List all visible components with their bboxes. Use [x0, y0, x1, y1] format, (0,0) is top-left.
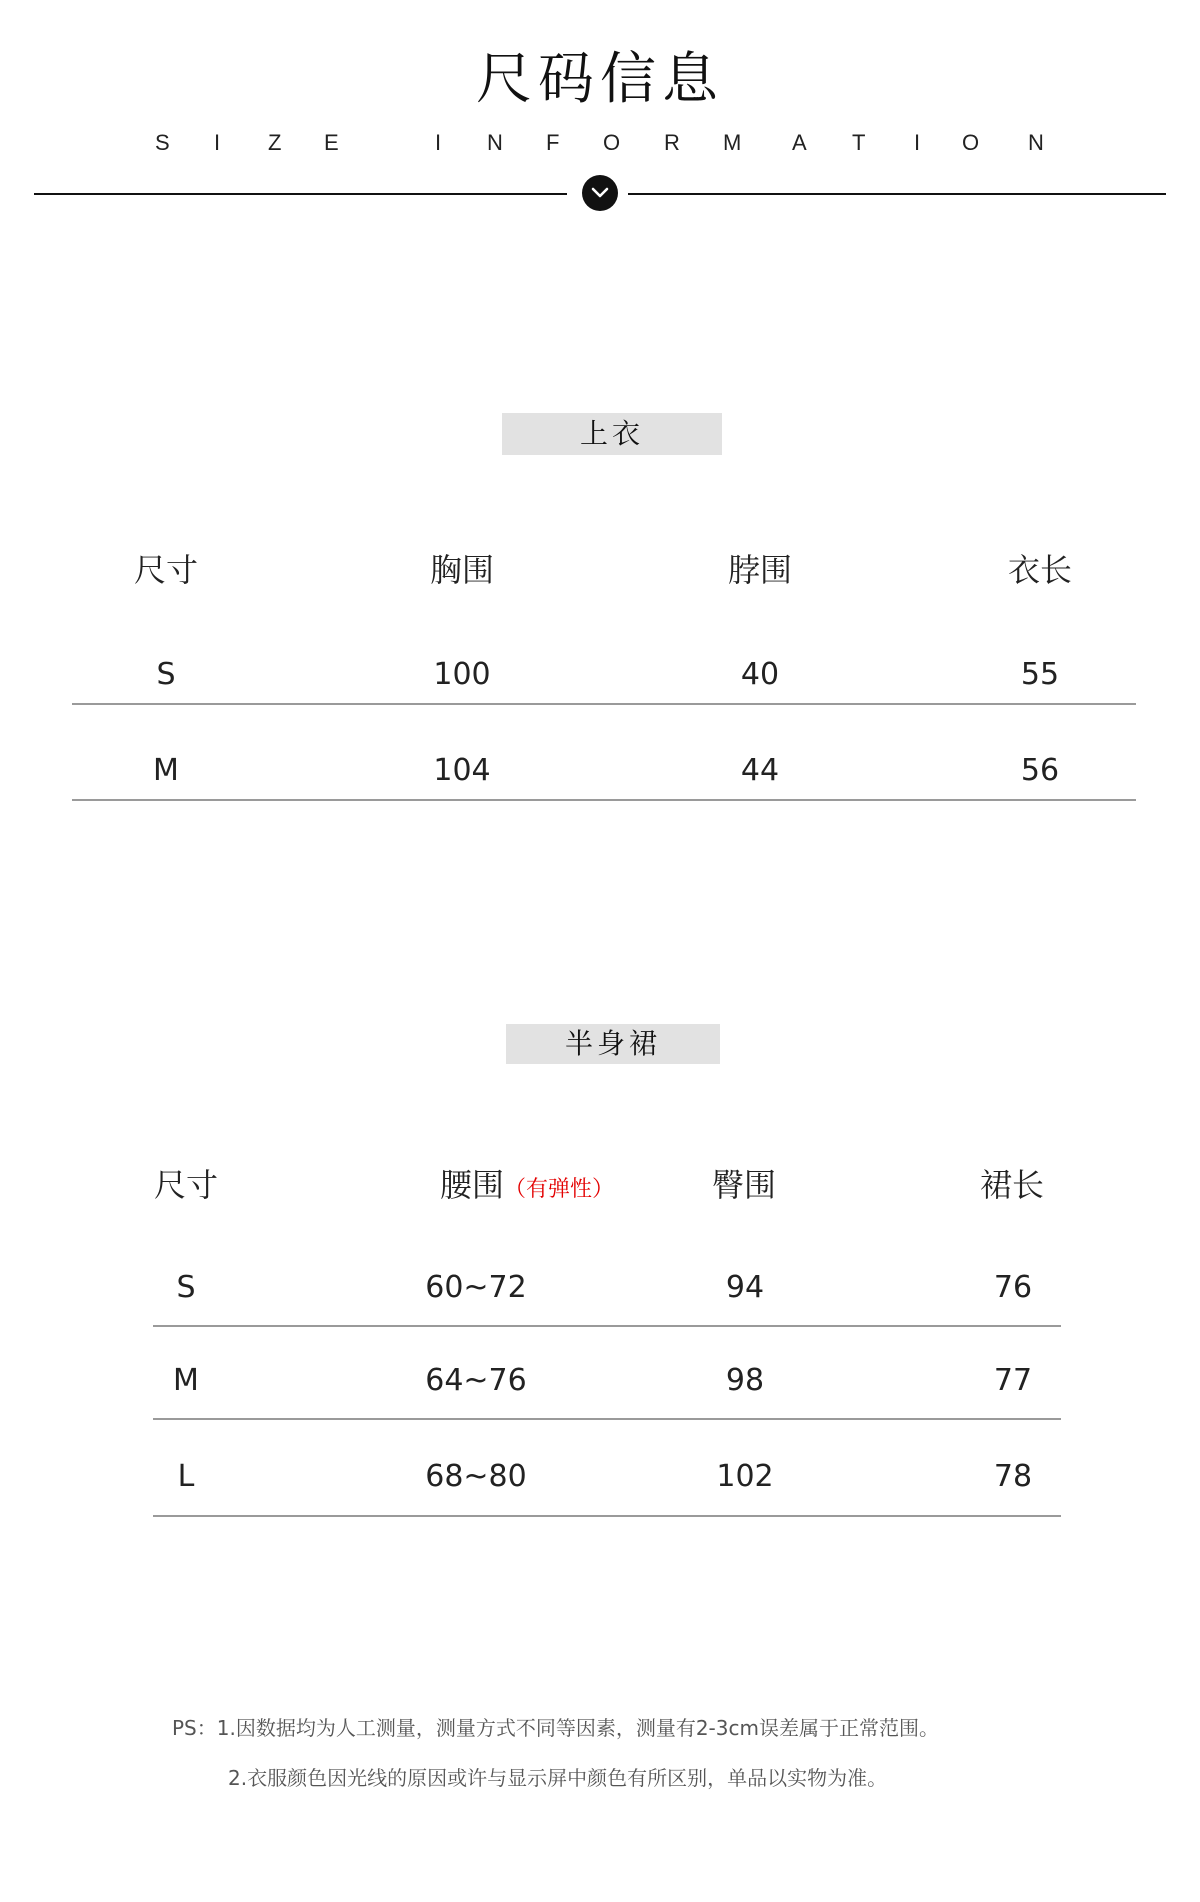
cell-neck: 40	[740, 657, 780, 692]
subtitle-letter: O	[962, 130, 980, 155]
cell-length: 55	[1020, 657, 1060, 692]
cell-length: 56	[1020, 753, 1060, 788]
cell-waist: 68~80	[425, 1459, 527, 1494]
subtitle-letter: E	[324, 130, 339, 155]
cell-skirt-length: 78	[993, 1459, 1033, 1494]
column-header-chest: 胸围	[429, 551, 494, 589]
column-header-length: 衣长	[1007, 551, 1072, 589]
cell-size: M	[173, 1363, 199, 1398]
subtitle-size-information	[0, 130, 1200, 154]
column-header-neck: 脖围	[727, 551, 792, 589]
cell-skirt-length: 77	[993, 1363, 1033, 1398]
row-divider	[153, 1515, 1061, 1517]
cell-hip: 102	[716, 1459, 774, 1494]
subtitle-letter: I	[435, 130, 442, 155]
row-divider	[72, 703, 1136, 705]
subtitle-letter: R	[664, 130, 680, 155]
chevron-down-circle-icon	[582, 175, 618, 211]
subtitle-letter: Z	[268, 130, 282, 155]
cell-size: M	[153, 753, 179, 788]
note-line-2: 2.衣服颜色因光线的原因或许与显示屏中颜色有所区别，单品以实物为准。	[228, 1766, 888, 1790]
cell-size: S	[156, 657, 176, 692]
cell-chest: 100	[433, 657, 491, 692]
row-divider	[72, 799, 1136, 801]
column-header-hip: 臀围	[711, 1166, 776, 1204]
subtitle-letter: I	[214, 130, 221, 155]
column-header-size: 尺寸	[133, 551, 198, 589]
note-line-1: PS：1.因数据均为人工测量，测量方式不同等因素，测量有2-3cm误差属于正常范围。	[172, 1716, 939, 1740]
subtitle-letter: I	[914, 130, 921, 155]
column-header-waist	[400, 1160, 680, 1206]
subtitle-letter: A	[792, 130, 807, 155]
column-header-skirt-length: 裙长	[979, 1166, 1044, 1204]
subtitle-letter: S	[155, 130, 170, 155]
page-title: 尺码信息	[476, 47, 724, 112]
waist-label: 腰围	[440, 1166, 505, 1204]
cell-neck: 44	[740, 753, 780, 788]
section-label-top: 上衣	[502, 413, 722, 455]
cell-hip: 98	[725, 1363, 765, 1398]
cell-size: S	[176, 1270, 196, 1305]
subtitle-letter: T	[852, 130, 866, 155]
cell-waist: 64~76	[425, 1363, 527, 1398]
subtitle-letter: N	[1028, 130, 1044, 155]
elastic-note: （有弹性）	[504, 1177, 615, 1202]
cell-skirt-length: 76	[993, 1270, 1033, 1305]
subtitle-letter: F	[546, 130, 560, 155]
cell-size: L	[177, 1459, 195, 1494]
section-label-skirt: 半身裙	[506, 1024, 720, 1064]
header-divider-left	[34, 193, 567, 195]
subtitle-letter: N	[487, 130, 503, 155]
cell-hip: 94	[725, 1270, 765, 1305]
column-header-size: 尺寸	[153, 1166, 218, 1204]
subtitle-letter: M	[723, 130, 742, 155]
subtitle-letter: O	[603, 130, 621, 155]
cell-chest: 104	[433, 753, 491, 788]
row-divider	[153, 1418, 1061, 1420]
header-divider-right	[628, 193, 1166, 195]
cell-waist: 60~72	[425, 1270, 527, 1305]
row-divider	[153, 1325, 1061, 1327]
